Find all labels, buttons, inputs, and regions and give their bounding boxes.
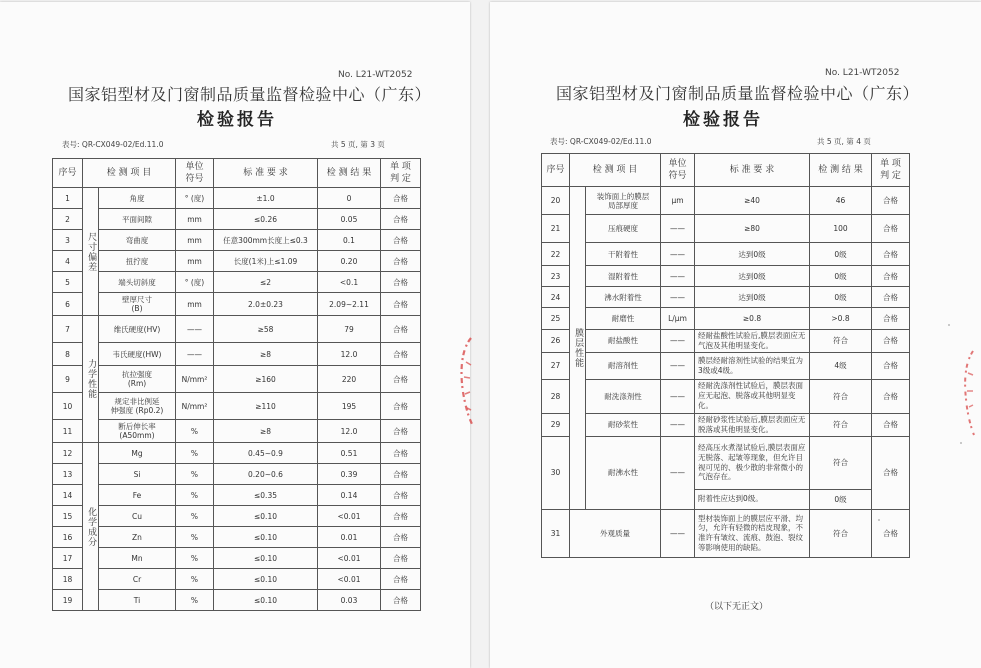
row-judgement: 合格 (381, 443, 421, 464)
row-standard: 达到0级 (695, 287, 810, 308)
row-judgement: 合格 (872, 187, 910, 215)
inspection-table (541, 153, 910, 558)
row-result: 符合 (810, 509, 872, 557)
row-item: 扭拧度 (99, 251, 176, 272)
report-title: 检验报告 (683, 110, 763, 130)
group-label-size: 尺寸偏差 (83, 188, 99, 316)
row-unit: % (176, 420, 214, 443)
row-standard: 0.20~0.6 (214, 464, 318, 485)
page-count: 共 5 页, 第 4 页 (817, 137, 871, 146)
row-standard: ≤0.10 (214, 506, 318, 527)
row-unit: L/μm (661, 308, 695, 330)
row-judgement: 合格 (381, 293, 421, 316)
table-row (542, 308, 910, 330)
row-judgement: 合格 (381, 343, 421, 366)
report-title: 检验报告 (197, 110, 277, 130)
row-seq: 1 (53, 188, 83, 209)
row-item: 耐盐酸性 (586, 330, 661, 353)
row-unit: % (176, 569, 214, 590)
end-of-text-note: （以下无正文） (705, 602, 769, 612)
row-judgement: 合格 (381, 188, 421, 209)
row-standard: 达到0级 (695, 266, 810, 287)
row-standard: ≥8 (214, 420, 318, 443)
row-result: 0.01 (318, 527, 381, 548)
row-judgement: 合格 (872, 352, 910, 379)
row-judgement: 合格 (381, 420, 421, 443)
row-item: 耐磨性 (586, 308, 661, 330)
row-seq: 16 (53, 527, 83, 548)
row-standard: 长度(1米)上≤1.09 (214, 251, 318, 272)
row-standard: 任意300mm长度上≤0.3 (214, 230, 318, 251)
row-standard: ≤0.10 (214, 548, 318, 569)
table-row (542, 352, 910, 379)
row-item: Mn (99, 548, 176, 569)
row-standard: ≥0.8 (695, 308, 810, 330)
row-standard: 经高压水煮湿试验后,膜层表面应无脱落、起皱等现象，但允许目视可见的、极少散的非常微小的气泡存在。 (695, 436, 810, 489)
row-item: Cr (99, 569, 176, 590)
header-judge: 单 项 判 定 (872, 154, 910, 187)
row-unit: —— (661, 509, 695, 557)
row-judgement: 合格 (872, 330, 910, 353)
row-standard: ±1.0 (214, 188, 318, 209)
row-seq: 31 (542, 509, 570, 557)
row-standard: 0.45~0.9 (214, 443, 318, 464)
header-standard: 标 准 要 求 (695, 154, 810, 187)
row-result: 0.51 (318, 443, 381, 464)
row-seq: 25 (542, 308, 570, 330)
row-standard: ≥8 (214, 343, 318, 366)
table-row (53, 366, 421, 393)
table-row (53, 464, 421, 485)
row-standard: 膜层经耐溶剂性试验的结果宜为3级或4级。 (695, 352, 810, 379)
table-row (542, 379, 910, 413)
row-standard: ≥110 (214, 393, 318, 420)
row-item: Ti (99, 590, 176, 611)
form-number: 表号: QR-CX049-02/Ed.11.0 (62, 140, 164, 149)
group-label-film: 膜层性能 (570, 187, 586, 510)
row-judgement: 合格 (381, 366, 421, 393)
row-standard: 经耐盐酸性试验后,膜层表面应无气泡及其他明显变化。 (695, 330, 810, 353)
row-seq: 7 (53, 316, 83, 343)
table-row (53, 443, 421, 464)
row-unit: —— (661, 413, 695, 436)
table-row (53, 209, 421, 230)
row-judgement: 合格 (381, 251, 421, 272)
row-item: 耐沸水性 (586, 436, 661, 509)
table-row (542, 330, 910, 353)
row-unit: % (176, 527, 214, 548)
row-item: 抗拉强度 (Rm) (99, 366, 176, 393)
row-result: 符合 (810, 413, 872, 436)
row-unit: N/mm² (176, 366, 214, 393)
row-standard: 经耐砂浆性试验后,膜层表面应无脱落或其他明显变化。 (695, 413, 810, 436)
row-unit: —— (661, 379, 695, 413)
row-unit: —— (661, 330, 695, 353)
row-result: 100 (810, 215, 872, 243)
row-unit: —— (661, 287, 695, 308)
row-judgement: 合格 (381, 464, 421, 485)
row-result: 220 (318, 366, 381, 393)
header-result: 检 测 结 果 (318, 159, 381, 188)
row-judgement: 合格 (872, 379, 910, 413)
row-item: 韦氏硬度(HW) (99, 343, 176, 366)
row-seq: 30 (542, 436, 570, 509)
row-result: 0 (318, 188, 381, 209)
table-row (53, 316, 421, 343)
seal-stamp-left (457, 332, 475, 427)
row-item: 装饰面上的膜层 局部厚度 (586, 187, 661, 215)
report-page-3 (0, 2, 470, 668)
row-item: 维氏硬度(HV) (99, 316, 176, 343)
row-seq: 26 (542, 330, 570, 353)
row-unit: % (176, 443, 214, 464)
row-standard: 2.0±0.23 (214, 293, 318, 316)
row-standard: 经耐洗涤剂性试验后，膜层表面应无起泡、脱落或其他明显变化。 (695, 379, 810, 413)
row-standard: ≤0.35 (214, 485, 318, 506)
row-standard: ≥160 (214, 366, 318, 393)
organization-name: 国家铝型材及门窗制品质量监督检验中心（广东） (556, 84, 920, 103)
row-unit: % (176, 590, 214, 611)
row-result: 符合 (810, 379, 872, 413)
row-item: 断后伸长率 (A50mm) (99, 420, 176, 443)
table-row (53, 188, 421, 209)
row-unit: —— (661, 352, 695, 379)
row-item: 角度 (99, 188, 176, 209)
row-unit: mm (176, 251, 214, 272)
table-row (53, 569, 421, 590)
row-item: 湿附着性 (586, 266, 661, 287)
header-seq: 序号 (53, 159, 83, 188)
row-item: Cu (99, 506, 176, 527)
row-unit: μm (661, 187, 695, 215)
row-judgement: 合格 (381, 485, 421, 506)
table-row (542, 413, 910, 436)
row-result: 12.0 (318, 420, 381, 443)
row-standard: ≥58 (214, 316, 318, 343)
row-seq: 10 (53, 393, 83, 420)
row-unit: mm (176, 209, 214, 230)
header-item: 检 测 项 目 (570, 154, 661, 187)
row-item: 平面间隙 (99, 209, 176, 230)
report-number: No. L21-WT2052 (338, 70, 413, 80)
row-result: 0.1 (318, 230, 381, 251)
row-unit: mm (176, 293, 214, 316)
row-item: 外观质量 (570, 509, 661, 557)
table-row (542, 509, 910, 557)
row-seq: 28 (542, 379, 570, 413)
row-seq: 21 (542, 215, 570, 243)
row-judgement: 合格 (872, 509, 910, 557)
row-result: 0级 (810, 243, 872, 266)
row-judgement: 合格 (381, 527, 421, 548)
row-result-extra: 0级 (810, 489, 872, 509)
row-judgement: 合格 (872, 266, 910, 287)
row-seq: 19 (53, 590, 83, 611)
row-unit: —— (661, 266, 695, 287)
row-result: 0.05 (318, 209, 381, 230)
row-result: 符合 (810, 436, 872, 489)
table-row (53, 506, 421, 527)
row-item: Zn (99, 527, 176, 548)
header-seq: 序号 (542, 154, 570, 187)
row-unit: ° (度) (176, 188, 214, 209)
row-judgement: 合格 (872, 436, 910, 509)
table-row (53, 230, 421, 251)
row-judgement: 合格 (872, 413, 910, 436)
seal-stamp-right (960, 347, 978, 442)
row-unit: % (176, 485, 214, 506)
row-result: >0.8 (810, 308, 872, 330)
table-row (542, 266, 910, 287)
row-item: 规定非比例延 伸强度 (Rp0.2) (99, 393, 176, 420)
row-unit: —— (661, 243, 695, 266)
row-item: 耐溶剂性 (586, 352, 661, 379)
row-item: Mg (99, 443, 176, 464)
report-number: No. L21-WT2052 (825, 68, 900, 78)
row-seq: 4 (53, 251, 83, 272)
row-result: <0.1 (318, 272, 381, 293)
row-unit: % (176, 548, 214, 569)
row-seq: 18 (53, 569, 83, 590)
row-item: Fe (99, 485, 176, 506)
row-seq: 6 (53, 293, 83, 316)
row-seq: 9 (53, 366, 83, 393)
row-unit: —— (661, 436, 695, 509)
group-label-mech: 力学性能 (83, 316, 99, 443)
row-seq: 14 (53, 485, 83, 506)
row-item: 耐砂浆性 (586, 413, 661, 436)
row-seq: 2 (53, 209, 83, 230)
row-judgement: 合格 (381, 316, 421, 343)
row-unit: —— (176, 316, 214, 343)
row-judgement: 合格 (381, 548, 421, 569)
header-result: 检 测 结 果 (810, 154, 872, 187)
row-result: <0.01 (318, 569, 381, 590)
group-label-chem: 化学成分 (83, 443, 99, 611)
row-item: 压痕硬度 (586, 215, 661, 243)
row-seq: 29 (542, 413, 570, 436)
row-seq: 23 (542, 266, 570, 287)
row-seq: 3 (53, 230, 83, 251)
row-item: 端头切斜度 (99, 272, 176, 293)
row-seq: 12 (53, 443, 83, 464)
row-standard: ≥40 (695, 187, 810, 215)
row-standard: 达到0级 (695, 243, 810, 266)
row-result: <0.01 (318, 506, 381, 527)
table-row (53, 420, 421, 443)
row-standard: ≤0.10 (214, 527, 318, 548)
row-standard: ≥80 (695, 215, 810, 243)
header-judge: 单 项 判 定 (381, 159, 421, 188)
row-unit: —— (176, 343, 214, 366)
row-item: 弯曲度 (99, 230, 176, 251)
row-standard: ≤0.10 (214, 590, 318, 611)
table-row (542, 436, 910, 489)
row-result: 0级 (810, 266, 872, 287)
row-unit: % (176, 506, 214, 527)
row-result: 4级 (810, 352, 872, 379)
row-item: 壁厚尺寸 (B) (99, 293, 176, 316)
table-row (53, 293, 421, 316)
row-result: 79 (318, 316, 381, 343)
row-result: 0.20 (318, 251, 381, 272)
row-item: 沸水附着性 (586, 287, 661, 308)
row-result: 0级 (810, 287, 872, 308)
row-seq: 5 (53, 272, 83, 293)
row-result: 2.09~2.11 (318, 293, 381, 316)
table-row (53, 393, 421, 420)
row-judgement: 合格 (381, 272, 421, 293)
table-row (53, 343, 421, 366)
table-row (53, 485, 421, 506)
row-result: 46 (810, 187, 872, 215)
row-item: Si (99, 464, 176, 485)
row-result: 195 (318, 393, 381, 420)
page-count: 共 5 页, 第 3 页 (331, 140, 385, 149)
row-standard: 型材装饰面上的膜层应平滑、均匀，允许有轻微的桔皮现象，不准许有皱纹、流痕、鼓泡、裂纹等影响使用的缺陷。 (695, 509, 810, 557)
table-row (53, 272, 421, 293)
table-row (542, 187, 910, 215)
row-standard-extra: 附着性应达到0级。 (695, 489, 810, 509)
row-item: 干附着性 (586, 243, 661, 266)
table-row (542, 243, 910, 266)
row-result: 0.03 (318, 590, 381, 611)
row-standard: ≤0.26 (214, 209, 318, 230)
header-unit: 单位 符号 (176, 159, 214, 188)
row-seq: 17 (53, 548, 83, 569)
table-row (542, 215, 910, 243)
row-seq: 15 (53, 506, 83, 527)
row-seq: 27 (542, 352, 570, 379)
row-judgement: 合格 (381, 506, 421, 527)
row-seq: 22 (542, 243, 570, 266)
row-unit: ° (度) (176, 272, 214, 293)
row-result: <0.01 (318, 548, 381, 569)
table-header-row (542, 154, 910, 187)
inspection-table (52, 158, 421, 611)
header-item: 检 测 项 目 (83, 159, 176, 188)
row-result: 符合 (810, 330, 872, 353)
row-seq: 13 (53, 464, 83, 485)
table-row (53, 527, 421, 548)
row-unit: N/mm² (176, 393, 214, 420)
table-header-row (53, 159, 421, 188)
row-judgement: 合格 (381, 209, 421, 230)
row-standard: ≤0.10 (214, 569, 318, 590)
header-unit: 单位 符号 (661, 154, 695, 187)
header-standard: 标 准 要 求 (214, 159, 318, 188)
row-judgement: 合格 (381, 590, 421, 611)
row-seq: 24 (542, 287, 570, 308)
form-number: 表号: QR-CX049-02/Ed.11.0 (550, 137, 652, 146)
table-row (53, 251, 421, 272)
row-result: 12.0 (318, 343, 381, 366)
row-item: 耐洗涤剂性 (586, 379, 661, 413)
row-judgement: 合格 (872, 243, 910, 266)
row-judgement: 合格 (381, 393, 421, 420)
row-seq: 11 (53, 420, 83, 443)
row-judgement: 合格 (872, 215, 910, 243)
row-result: 0.14 (318, 485, 381, 506)
row-seq: 8 (53, 343, 83, 366)
row-unit: —— (661, 215, 695, 243)
table-row (53, 590, 421, 611)
organization-name: 国家铝型材及门窗制品质量监督检验中心（广东） (68, 85, 432, 104)
row-unit: % (176, 464, 214, 485)
row-judgement: 合格 (381, 569, 421, 590)
table-row (542, 287, 910, 308)
row-judgement: 合格 (872, 308, 910, 330)
row-judgement: 合格 (872, 287, 910, 308)
table-row (53, 548, 421, 569)
row-seq: 20 (542, 187, 570, 215)
row-result: 0.39 (318, 464, 381, 485)
row-standard: ≤2 (214, 272, 318, 293)
row-judgement: 合格 (381, 230, 421, 251)
row-unit: mm (176, 230, 214, 251)
